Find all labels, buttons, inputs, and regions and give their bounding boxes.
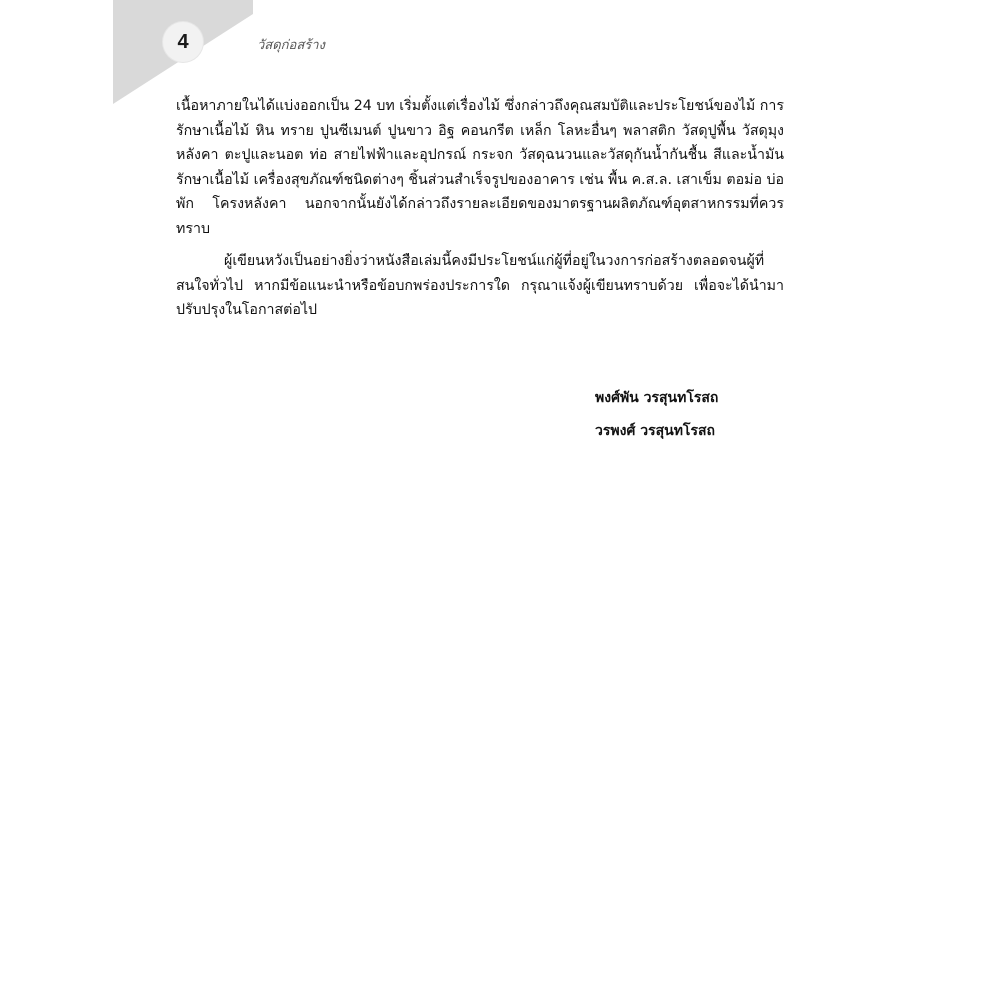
paragraph-1: เนื้อหาภายในได้แบ่งออกเป็น 24 บท เริ่มตั้งแต่เรื่องไม้ ซึ่งกล่าวถึงคุณสมบัติและประโยชน์ของไม้ การรักษาเนื้อไม้ หิน ทราย ปูนซีเมนต์ ปูนขาว อิฐ คอนกรีต เหล็ก โลหะอื่นๆ พลาสติก วัสดุปูพื้น วัสดุมุงหลังคา ตะปูและนอต ท่อ สายไฟฟ้าและอุปกรณ์ กระจก วัสดุฉนวนและวัสดุกันน้ำกันชื้น สีและน้ำมันรักษาเนื้อไม้ เครื่องสุขภัณฑ์ชนิดต่างๆ ชิ้นส่วนสำเร็จรูปของอาคาร เช่น พื้น ค.ส.ล. เสาเข็ม ตอม่อ บ่อพัก โครงหลังคา นอกจากนั้นยังได้กล่าวถึงรายละเอียดของมาตรฐานผลิตภัณฑ์อุตสาหกรรมที่ควรทราบ: [176, 98, 784, 237]
paragraph-2: ผู้เขียนหวังเป็นอย่างยิ่งว่าหนังสือเล่มนี้คงมีประโยชน์แก่ผู้ที่อยู่ในวงการก่อสร้างตลอดจนผู้ที่สนใจทั่วไป หากมีข้อแนะนำหรือข้อบกพร่องประการใด กรุณาแจ้งผู้เขียนทราบด้วย เพื่อจะได้นำมาปรับปรุงในโอกาสต่อไป: [176, 253, 784, 318]
author-signatures: [595, 382, 718, 448]
preface-body: [176, 94, 784, 331]
page-number: 4: [163, 22, 203, 62]
author-name-2: วรพงศ์ วรสุนทโรสถ: [595, 423, 715, 439]
author-name-1: พงศ์พัน วรสุนทโรสถ: [595, 390, 719, 406]
running-head-title: วัสดุก่อสร้าง: [257, 38, 325, 53]
